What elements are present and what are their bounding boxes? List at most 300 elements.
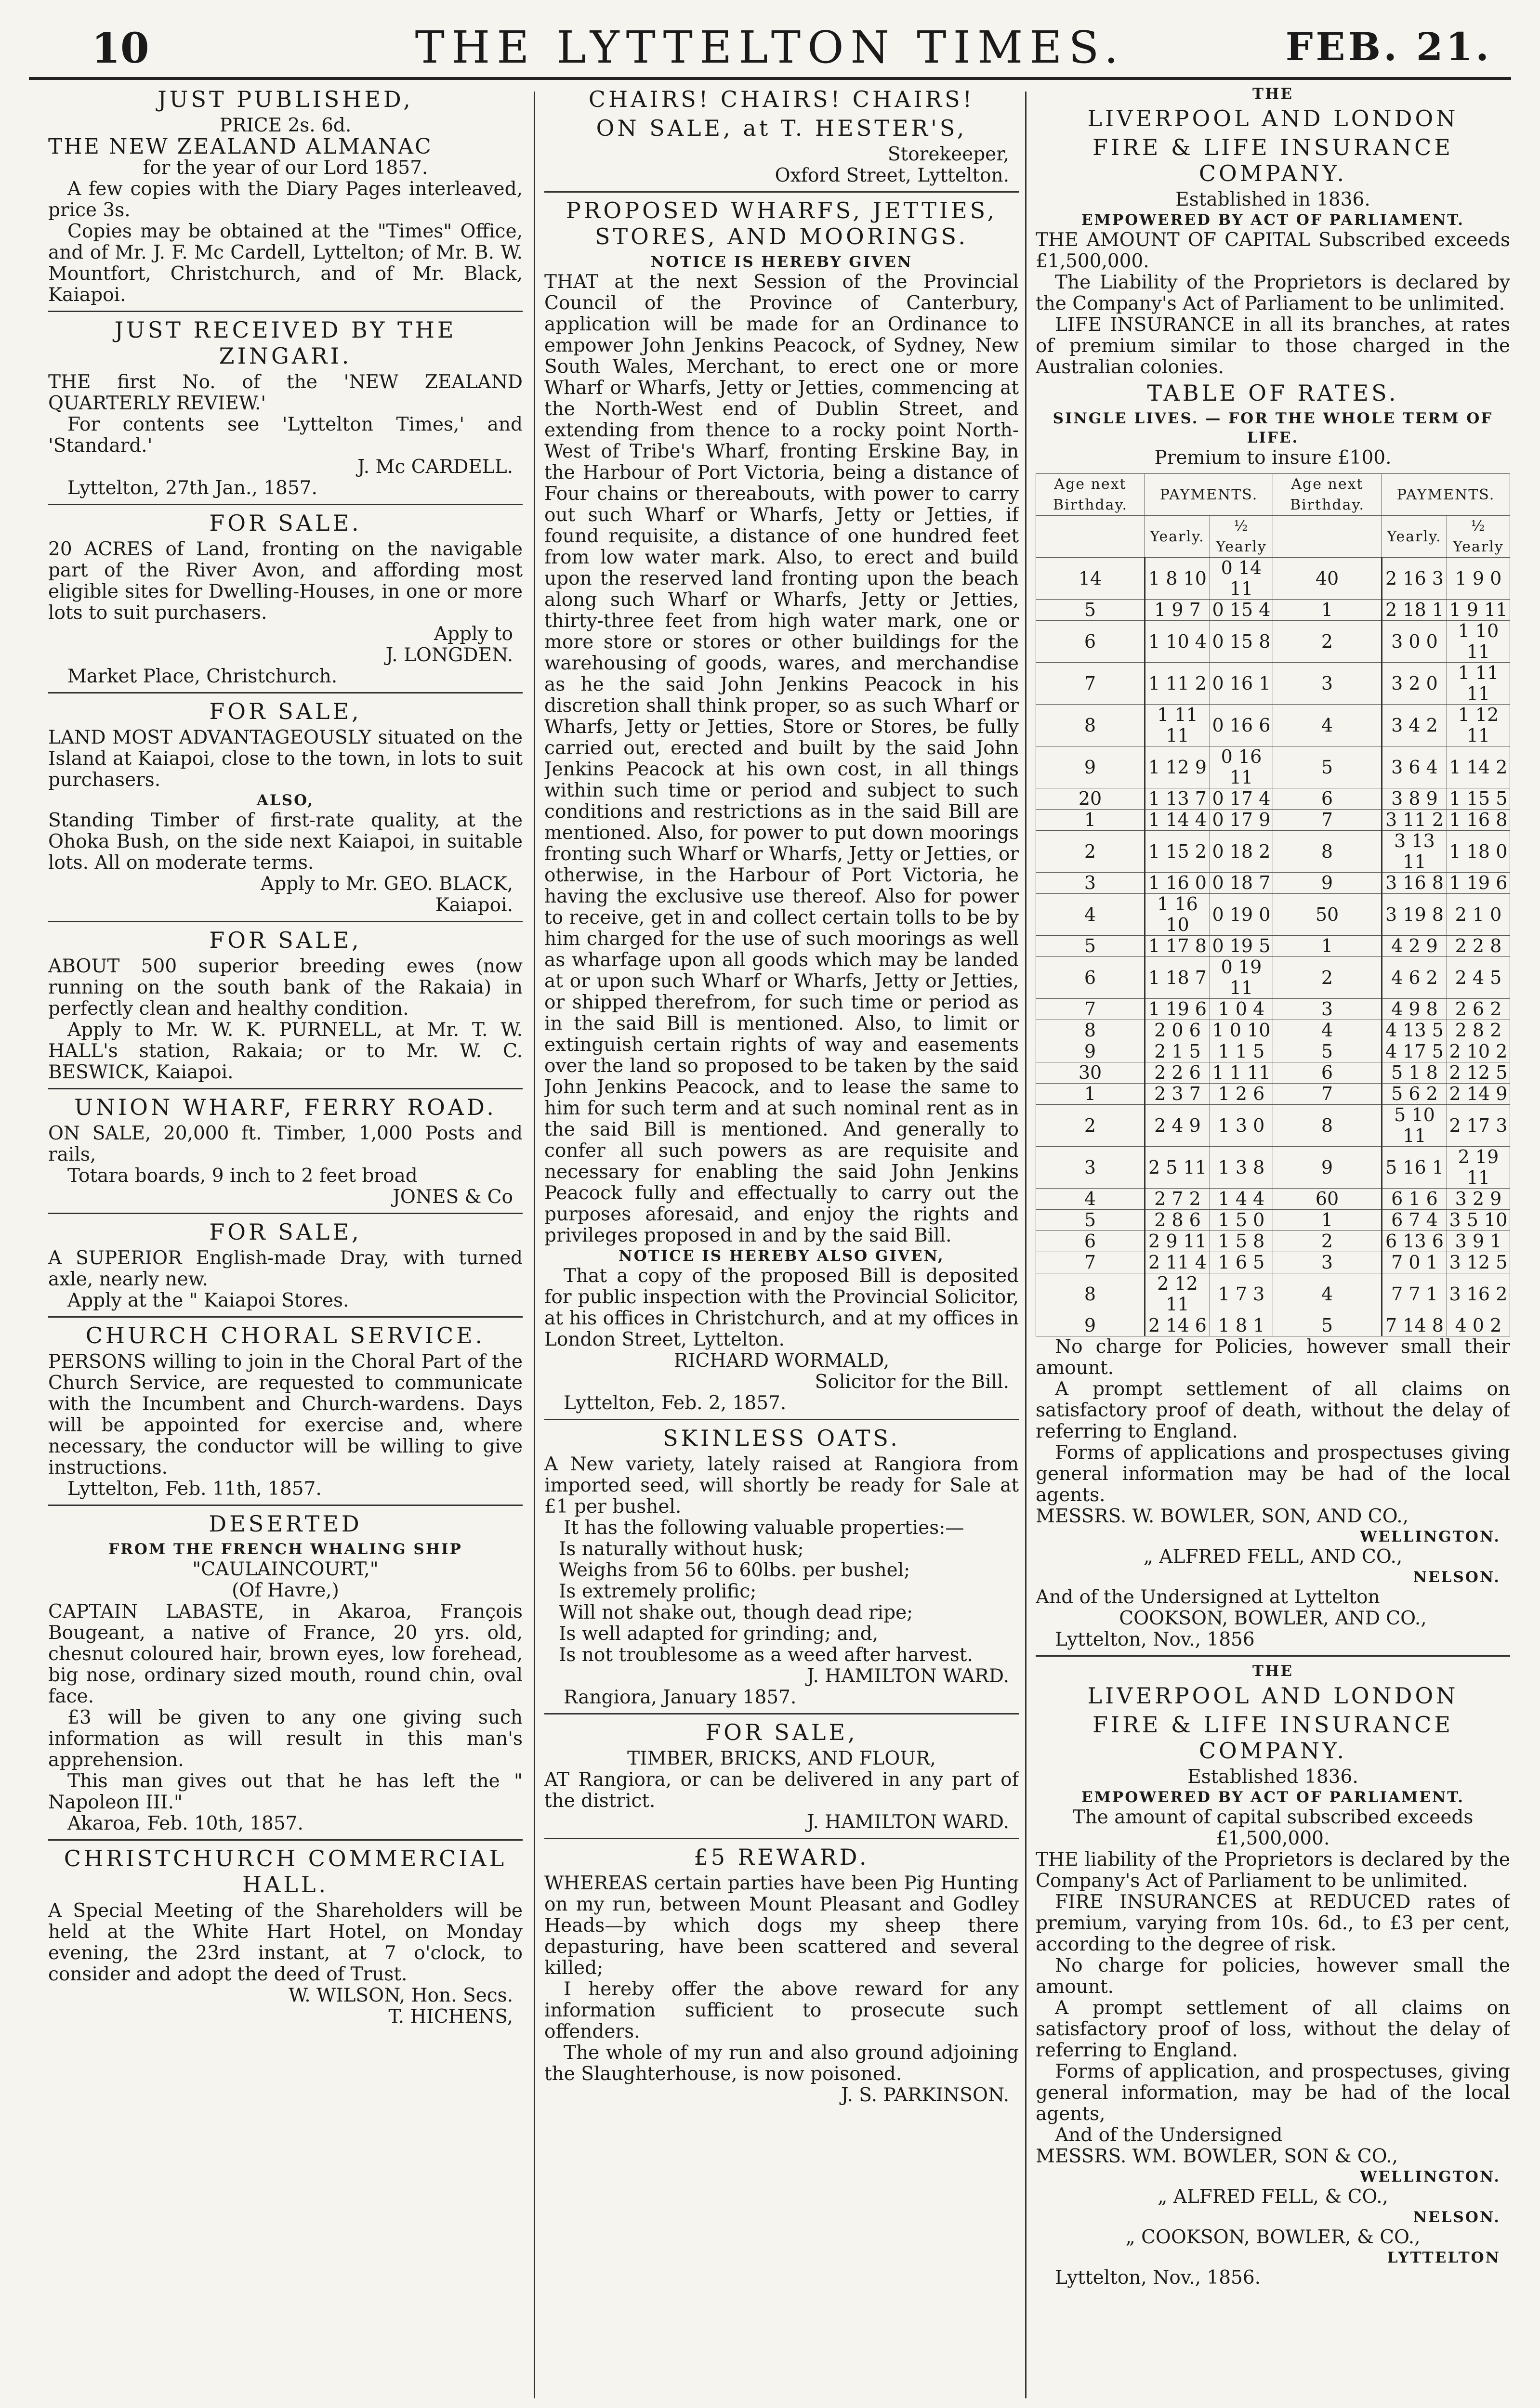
ad-date: Lyttelton, Feb. 11th, 1857. [67, 1478, 322, 1500]
table-cell: 0 18 2 [1210, 831, 1273, 873]
ad-apply: Apply to Mr. GEO. BLACK, [261, 873, 513, 895]
ad-also: ALSO, [256, 792, 315, 809]
table-cell: 1 1 5 [1210, 1041, 1273, 1062]
table-cell: 7 [1036, 1252, 1145, 1273]
table-cell: 1 16 10 [1145, 894, 1210, 936]
table-cell: 4 0 2 [1447, 1315, 1510, 1336]
ad-heading: PROPOSED WHARFS, JETTIES, STORES, AND MOORINGS. [566, 197, 998, 249]
ad-lead: THE NEW ZEALAND ALMANAC [48, 134, 433, 159]
ad-text: THE AMOUNT OF CAPITAL Subscribed exceeds £1,500,000. [1036, 229, 1510, 272]
table-cell: 1 10 11 [1447, 621, 1510, 663]
ad-deserted [48, 1511, 523, 1841]
ad-text: THE liability of the Proprietors is declared by the Company's Act of Parliament to be unlimited. [1036, 1849, 1510, 1892]
table-cell: 6 [1036, 621, 1145, 663]
agent: MESSRS. WM. BOWLER, SON & CO., [1036, 2146, 1398, 2167]
table-row [1036, 1315, 1510, 1336]
ad-place: Market Place, Christchurch. [67, 666, 338, 687]
signature-name: W. WILSON, [288, 1985, 406, 2006]
table-header: Yearly. [1382, 516, 1447, 558]
table-cell: 5 [1273, 1041, 1382, 1062]
table-cell: 1 3 8 [1210, 1147, 1273, 1189]
ad-text: A SUPERIOR English-made Dray, with turned axle, nearly new. [48, 1247, 523, 1290]
table-cell: 6 7 4 [1382, 1210, 1447, 1231]
column-rule [1025, 92, 1027, 2398]
company-name-line: FIRE & LIFE INSURANCE COMPANY. [1092, 134, 1453, 186]
table-cell: 1 [1273, 1210, 1382, 1231]
table-cell: 3 12 5 [1447, 1252, 1510, 1273]
ad-heading: CHURCH CHORAL SERVICE. [85, 1322, 486, 1348]
ad-text: No charge for Policies, however small their amount. [1036, 1336, 1510, 1379]
ad-signature [48, 1985, 523, 2006]
ad-text: I hereby offer the above reward for any information sufficient to prosecute such offenders. [544, 1978, 1019, 2042]
ad-text: 20 ACRES of Land, fronting on the navigable part of the River Avon, and affording most eligible sites for Dwelling-Houses, in one or more lots to suit purchasers. [48, 538, 523, 624]
table-cell: 0 14 11 [1210, 558, 1273, 600]
agent-place: WELLINGTON. [1360, 2168, 1501, 2186]
ad-signature: RICHARD WORMALD, [673, 1350, 890, 1372]
ad-apply: Apply to [434, 623, 513, 645]
ad-text: A prompt settlement of all claims on satisfactory proof of loss, without the delay of referring to England. [1036, 1997, 1510, 2061]
ad-text: No charge for policies, however small the amount. [1036, 1955, 1510, 1998]
ad-heading: DESERTED [209, 1511, 362, 1537]
ad-date: Lyttelton, 27th Jan., 1857. [67, 477, 317, 499]
table-cell: 1 0 10 [1210, 1020, 1273, 1041]
agent: MESSRS. W. BOWLER, SON, AND CO., [1036, 1505, 1409, 1527]
table-cell: 9 [1036, 746, 1145, 788]
table-cell: 7 7 1 [1382, 1273, 1447, 1315]
table-header: PAYMENTS. [1145, 474, 1273, 516]
table-cell: 1 9 11 [1447, 600, 1510, 621]
ad-text: CAPTAIN LABASTE, in Akaroa, François Bougeant, a native of France, 20 yrs. old, chesnut coloured hair, brown eyes, low forehead, big nose, ordinary sized mouth, round chin, oval face. [48, 1601, 523, 1707]
table-cell: 2 4 9 [1145, 1105, 1210, 1147]
table-cell: 3 2 9 [1447, 1189, 1510, 1210]
ad-heading: FOR SALE, [705, 1719, 858, 1745]
ad-text: ON SALE, 20,000 ft. Timber, 1,000 Posts and rails, [48, 1123, 523, 1165]
ad-signature: J. S. PARKINSON. [841, 2084, 1009, 2106]
table-cell: 0 16 1 [1210, 663, 1273, 705]
table-cell: 0 17 4 [1210, 788, 1273, 810]
table-cell: 6 [1036, 1231, 1145, 1252]
ad-the: THE [1252, 1662, 1293, 1680]
table-header: Age next Birthday. [1273, 474, 1382, 516]
table-cell: 0 15 4 [1210, 600, 1273, 621]
list-item: Is not troublesome as a weed after harvest. [559, 1644, 973, 1666]
ad-text: The whole of my run and also ground adjoining the Slaughterhouse, is now poisoned. [544, 2042, 1019, 2085]
table-cell: 3 [1273, 1252, 1382, 1273]
ad-heading: FOR SALE. [209, 510, 362, 536]
table-cell: 2 9 11 [1145, 1231, 1210, 1252]
table-cell: 2 2 8 [1447, 936, 1510, 957]
table-cell: 2 12 5 [1447, 1062, 1510, 1084]
established: Established 1836. [1187, 1766, 1358, 1788]
ad-commercial-hall [48, 1845, 523, 2032]
table-cell: 7 0 1 [1382, 1252, 1447, 1273]
table-cell: 3 16 2 [1447, 1273, 1510, 1315]
table-cell: 2 12 11 [1145, 1273, 1210, 1315]
table-row [1036, 558, 1510, 600]
ad-text: This man gives out that he has left the " Napoleon III." [48, 1770, 523, 1813]
table-cell: 5 6 2 [1382, 1084, 1447, 1105]
table-row [1036, 600, 1510, 621]
table-cell: 1 9 7 [1145, 600, 1210, 621]
table-cell: 2 14 6 [1145, 1315, 1210, 1336]
ad-text: £3 will be given to any one giving such information as will result in this man's apprehension. [48, 1707, 523, 1771]
table-cell: 7 [1273, 810, 1382, 831]
table-cell: 40 [1273, 558, 1382, 600]
agent: „ ALFRED FELL, & CO., [1158, 2186, 1388, 2208]
ad-heading: JUST PUBLISHED, [158, 86, 413, 112]
table-row [1036, 1231, 1510, 1252]
table-row [1036, 1084, 1510, 1105]
table-cell: 1 1 11 [1210, 1062, 1273, 1084]
table-cell: 1 [1036, 810, 1145, 831]
agent-place: WELLINGTON. [1360, 1528, 1501, 1545]
table-cell: 2 8 2 [1447, 1020, 1510, 1041]
ad-text: LAND MOST ADVANTAGEOUSLY situated on the Island at Kaiapoi, close to the town, in lots to suit purchasers. [48, 727, 523, 791]
ad-text: FIRE INSURANCES at REDUCED rates of premium, varying from 10s. 6d., to £3 per cent, according to the degree of risk. [1036, 1891, 1510, 1955]
table-cell: 2 14 9 [1447, 1084, 1510, 1105]
ad-text: A few copies with the Diary Pages interleaved, price 3s. [48, 178, 523, 221]
table-cell: 3 16 8 [1382, 873, 1447, 894]
table-cell: 2 7 2 [1145, 1189, 1210, 1210]
table-cell: 7 [1036, 663, 1145, 705]
table-cell: 7 14 8 [1382, 1315, 1447, 1336]
ad-reward [544, 1844, 1019, 2111]
ad-heading: SKINLESS OATS. [663, 1425, 900, 1451]
ad-signature-role: Solicitor for the Bill. [815, 1371, 1009, 1393]
ad-date: Lyttelton, Nov., 1856. [1055, 2267, 1261, 2289]
table-row [1036, 746, 1510, 788]
ad-signature: J. LONGDEN. [385, 644, 513, 666]
table-cell: 2 [1273, 957, 1382, 999]
table-cell: 4 13 5 [1382, 1020, 1447, 1041]
table-cell: 2 5 11 [1145, 1147, 1210, 1189]
company-name: LIVERPOOL AND LONDON [1087, 1683, 1459, 1709]
table-cell: 1 18 7 [1145, 957, 1210, 999]
ad-text: And of the Undersigned at Lyttelton [1036, 1586, 1380, 1608]
ad-text: And of the Undersigned [1055, 2124, 1283, 2146]
ad-ship-name: "CAULAINCOURT," [192, 1558, 379, 1580]
ad-notice: NOTICE IS HEREBY GIVEN [650, 253, 913, 271]
newspaper-title: THE LYTTELTON TIMES. [415, 22, 1125, 73]
table-row [1036, 1147, 1510, 1189]
table-row [1036, 873, 1510, 894]
table-cell: 9 [1036, 1315, 1145, 1336]
table-cell: 0 15 8 [1210, 621, 1273, 663]
issue-date: FEB. 21. [1285, 24, 1492, 69]
ad-text: Apply at the " Kaiapoi Stores. [67, 1290, 349, 1311]
table-cell: 1 7 3 [1210, 1273, 1273, 1315]
agent-place: LYTTELTON [1387, 2249, 1501, 2266]
table-cell: 1 [1273, 936, 1382, 957]
table-cell: 8 [1036, 1020, 1145, 1041]
rates-table [1036, 473, 1510, 1336]
ad-date: Akaroa, Feb. 10th, 1857. [67, 1813, 303, 1834]
table-cell: 1 5 0 [1210, 1210, 1273, 1231]
ad-signature: Storekeeper, [887, 144, 1009, 165]
company-name-line: FIRE & LIFE INSURANCE COMPANY. [1092, 1712, 1453, 1764]
table-row [1036, 894, 1510, 936]
ad-text: Totara boards, 9 inch to 2 feet broad [67, 1165, 418, 1187]
table-cell: 1 11 2 [1145, 663, 1210, 705]
table-cell: 1 17 8 [1145, 936, 1210, 957]
ad-proposed-wharfs [544, 197, 1019, 1420]
table-cell: 2 3 7 [1145, 1084, 1210, 1105]
ad-heading: FOR SALE, [209, 698, 362, 724]
table-cell: 3 0 0 [1382, 621, 1447, 663]
table-cell: 1 4 4 [1210, 1189, 1273, 1210]
table-title: TABLE OF RATES. [1147, 380, 1399, 406]
ad-text: AT Rangiora, or can be delivered in any part of the district. [544, 1769, 1019, 1812]
table-cell: 0 16 11 [1210, 746, 1273, 788]
ad-place: Kaiapoi. [435, 894, 513, 916]
table-cell: 3 [1273, 663, 1382, 705]
table-cell: 1 18 0 [1447, 831, 1510, 873]
table-cell: 2 [1036, 831, 1145, 873]
ad-signature: T. HICHENS, [388, 2006, 513, 2028]
empowered: EMPOWERED BY ACT OF PARLIAMENT. [1081, 211, 1465, 229]
table-cell: 1 9 0 [1447, 558, 1510, 600]
empowered: EMPOWERED BY ACT OF PARLIAMENT. [1081, 1789, 1465, 1806]
ad-signature: J. HAMILTON WARD. [806, 1665, 1009, 1687]
table-cell: 2 18 1 [1382, 600, 1447, 621]
ad-kaiapoi-land [48, 698, 523, 922]
table-cell: 60 [1273, 1189, 1382, 1210]
column-2 [544, 84, 1019, 2396]
page-number: 10 [92, 24, 149, 73]
masthead [29, 19, 1511, 80]
table-cell: 8 [1273, 831, 1382, 873]
ad-subheading: FROM THE FRENCH WHALING SHIP [108, 1541, 462, 1558]
table-cell: 1 8 10 [1145, 558, 1210, 600]
ad-text: ABOUT 500 superior breeding ewes (now running on the south bank of the Rakaia) in perfectly clean and healthy condition. [48, 955, 523, 1020]
list-item: Will not shake out, though dead ripe; [559, 1602, 913, 1623]
table-cell: 1 11 11 [1447, 663, 1510, 705]
table-cell: 4 [1036, 1189, 1145, 1210]
ad-text: The amount of capital subscribed exceeds [1072, 1806, 1474, 1828]
table-cell: 3 8 9 [1382, 788, 1447, 810]
table-row [1036, 810, 1510, 831]
ad-subheading: TIMBER, BRICKS, AND FLOUR, [627, 1748, 936, 1769]
table-row [1036, 663, 1510, 705]
table-header: Age next Birthday. [1036, 474, 1145, 516]
ad-text: It has the following valuable properties:— [564, 1517, 964, 1539]
table-cell: 1 19 6 [1145, 999, 1210, 1020]
table-header: ½ Yearly [1447, 516, 1510, 558]
rates-table-body [1036, 558, 1510, 1336]
table-cell: 1 12 9 [1145, 746, 1210, 788]
table-cell: 2 [1273, 621, 1382, 663]
ad-skinless-oats [544, 1425, 1019, 1714]
ad-text: Forms of applications and prospectuses giving general information may be had of the local agents. [1036, 1442, 1510, 1506]
table-cell: 0 19 0 [1210, 894, 1273, 936]
table-cell: 1 [1036, 1084, 1145, 1105]
ad-insurance-life [1036, 84, 1510, 1657]
ad-heading: FOR SALE, [209, 927, 362, 953]
ad-date: Lyttelton, Nov., 1856 [1055, 1629, 1255, 1650]
table-cell: 8 [1036, 1273, 1145, 1315]
table-row [1036, 788, 1510, 810]
ad-chairs [544, 86, 1019, 193]
ad-signature: JONES & Co [393, 1186, 513, 1208]
table-row [1036, 1189, 1510, 1210]
table-cell: 3 11 2 [1382, 810, 1447, 831]
ad-lead-line: for the year of our Lord 1857. [143, 157, 428, 179]
table-cell: 3 [1036, 1147, 1145, 1189]
list-item: Weighs from 56 to 60lbs. per bushel; [559, 1559, 910, 1581]
table-cell: 5 [1036, 1210, 1145, 1231]
table-cell: 1 8 1 [1210, 1315, 1273, 1336]
table-cell: 7 [1036, 999, 1145, 1020]
ad-text: Apply to Mr. W. K. PURNELL, at Mr. T. W. HALL's station, Rakaia; or to Mr. W. C. BESWICK, Kaiapoi. [48, 1019, 523, 1083]
table-cell: 1 15 2 [1145, 831, 1210, 873]
ad-heading: FOR SALE, [209, 1219, 362, 1245]
ad-price: PRICE 2s. 6d. [219, 115, 352, 136]
table-cell: 4 9 8 [1382, 999, 1447, 1020]
capital-sum: £1,500,000. [1216, 1828, 1330, 1849]
ad-date: Lyttelton, Feb. 2, 1857. [564, 1392, 787, 1414]
table-cell: 1 2 6 [1210, 1084, 1273, 1105]
table-cell: 14 [1036, 558, 1145, 600]
table-cell: 1 15 5 [1447, 788, 1510, 810]
table-cell: 1 6 5 [1210, 1252, 1273, 1273]
ad-text: That a copy of the proposed Bill is deposited for public inspection with the Provincial Solicitor, at his offices in Christchurch, and at my offices in London Street, Lyttelton. [544, 1265, 1019, 1350]
table-cell: 8 [1273, 1105, 1382, 1147]
ad-almanac [48, 86, 523, 312]
table-cell: 3 19 8 [1382, 894, 1447, 936]
ad-text: PERSONS willing to join in the Choral Part of the Church Service, are requested to communicate with the Incumbent and Church-wardens. Days will be appointed for exercise and, where necessary, the conductor will be willing to give instructions. [48, 1351, 523, 1479]
ad-zingari [48, 317, 523, 505]
table-cell: 9 [1273, 873, 1382, 894]
ad-dray [48, 1219, 523, 1318]
table-cell: 5 [1036, 936, 1145, 957]
table-header [1273, 516, 1382, 558]
table-cell: 2 0 6 [1145, 1020, 1210, 1041]
ad-insurance-fire [1036, 1662, 1510, 2293]
table-row [1036, 1020, 1510, 1041]
table-cell: 5 [1036, 600, 1145, 621]
table-row [1036, 1210, 1510, 1231]
table-cell: 8 [1036, 705, 1145, 746]
ad-signature: J. HAMILTON WARD. [806, 1811, 1009, 1833]
table-cell: 1 19 6 [1447, 873, 1510, 894]
ad-text: Standing Timber of first-rate quality, at the Ohoka Bush, on the side next Kaiapoi, in suitable lots. All on moderate terms. [48, 810, 523, 874]
table-cell: 2 [1036, 1105, 1145, 1147]
table-cell: 4 2 9 [1382, 936, 1447, 957]
table-row [1036, 621, 1510, 663]
table-header [1036, 516, 1145, 558]
table-cell: 2 19 11 [1447, 1147, 1510, 1189]
table-cell: 3 13 11 [1382, 831, 1447, 873]
table-cell: 2 1 5 [1145, 1041, 1210, 1062]
ad-heading: JUST RECEIVED BY THE ZINGARI. [114, 317, 457, 369]
table-cell: 5 10 11 [1382, 1105, 1447, 1147]
ad-the: THE [1252, 85, 1293, 103]
ad-text: THAT at the next Session of the Provincial Council of the Province of Canterbury, application will be made for an Ordinance to empower John Jenkins Peacock, of Sydney, New South Wales, Merchant, to erect one or more Wharf or Wharfs, Jetty or Jetties, commencing at the North-West end of Dublin Street, and extending from thence to a rocky point North-West of Tribe's Wharf, fronting Erskine Bay, in the Harbour of Port Victoria, being a distance of Four chains or thereabouts, with power to carry out such Wharf or Wharfs, Jetty or Jetties, if found requisite, a distance of one hundred feet from low water mark. Also, to erect and build upon the reserved land fronting upon the beach along such Wharf or Wharfs, Jetty or Jetties, thirty-three feet from high water mark, one or more store or stores or other buildings for the warehousing of goods, wares, and merchandise as he the said John Jenkins Peacock in his discretion shall think proper, so as such Wharf or Wharfs, Jetty or Jetties, Store or Stores, be fully carried out, erected and built by the said John Jenkins Peacock at his own cost, in all things within such time or period and subject to such conditions and restrictions as in the said Bill are mentioned. Also, for power to put down moorings fronting such Wharf or Wharfs, Jetty or Jetties, or otherwise, in the Harbour of Port Victoria, he having the exclusive use thereof. Also for power to receive, get in and collect certain tolls to be by him charged for the use of such moorings as well as wharfage upon all goods which may be landed at or upon such Wharf or Wharfs, Jetty or Jetties, or shipped therefrom, for such time or period as in the said Bill is mentioned. Also, to limit or extinguish certain rights of way and easements over the land so proposed to be taken by the said John Jenkins Peacock, and to lease the same to him for such term and at such nominal rent as in the said Bill is mentioned. And generally to confer all such powers as are requisite and necessary for enabling the said John Jenkins Peacock fully and effectually to carry out the purposes aforesaid, and enjoy the rights and privileges proposed in and by the said Bill. [544, 271, 1019, 1246]
table-cell: 50 [1273, 894, 1382, 936]
signature-role: Hon. Secs. [411, 1985, 513, 2006]
ad-acres-for-sale [48, 510, 523, 694]
table-cell: 6 [1036, 957, 1145, 999]
table-cell: 2 10 2 [1447, 1041, 1510, 1062]
ad-text: The Liability of the Proprietors is declared by the Company's Act of Parliament to be unlimited. [1036, 272, 1510, 314]
table-row [1036, 1273, 1510, 1315]
table-premium: Premium to insure £100. [1154, 447, 1392, 469]
table-cell: 5 [1273, 746, 1382, 788]
table-cell: 0 19 11 [1210, 957, 1273, 999]
ad-text: Copies may be obtained at the "Times" Office, and of Mr. J. F. Mc Cardell, Lyttelton; of Mr. B. W. Mountfort, Christchurch, and of Mr. Black, Kaiapoi. [48, 221, 523, 306]
table-cell: 3 6 4 [1382, 746, 1447, 788]
table-cell: 1 5 8 [1210, 1231, 1273, 1252]
table-row [1036, 999, 1510, 1020]
ad-text: WHEREAS certain parties have been Pig Hunting on my run, between Mount Pleasant and Godley Heads—by which dogs my sheep there depasturing, have been scattered and several killed; [544, 1872, 1019, 1979]
table-cell: 2 1 0 [1447, 894, 1510, 936]
ad-text: A New variety, lately raised at Rangiora from imported seed, will shortly be ready for Sale at £1 per bushel. [544, 1453, 1019, 1518]
table-cell: 4 [1036, 894, 1145, 936]
ad-heading: CHAIRS! CHAIRS! CHAIRS! [588, 86, 975, 112]
table-row [1036, 1062, 1510, 1084]
table-cell: 2 16 3 [1382, 558, 1447, 600]
ad-union-wharf [48, 1094, 523, 1214]
table-row [1036, 705, 1510, 746]
table-row [1036, 1105, 1510, 1147]
table-cell: 3 4 2 [1382, 705, 1447, 746]
table-cell: 1 13 7 [1145, 788, 1210, 810]
table-subtitle: SINGLE LIVES. — FOR THE WHOLE TERM OF LIFE. [1053, 410, 1493, 446]
table-cell: 4 [1273, 1020, 1382, 1041]
table-cell: 2 8 6 [1145, 1210, 1210, 1231]
table-header: PAYMENTS. [1382, 474, 1510, 516]
table-cell: 1 11 11 [1145, 705, 1210, 746]
table-cell: 2 2 6 [1145, 1062, 1210, 1084]
table-cell: 1 14 4 [1145, 810, 1210, 831]
column-1 [48, 84, 523, 2396]
table-cell: 6 [1273, 788, 1382, 810]
table-cell: 1 14 2 [1447, 746, 1510, 788]
list-item: Is well adapted for grinding; and, [559, 1623, 879, 1645]
table-cell: 3 [1036, 873, 1145, 894]
ad-heading: UNION WHARF, FERRY ROAD. [74, 1094, 497, 1120]
ad-lead: ON SALE, at T. HESTER'S, [596, 115, 967, 141]
ad-notice: NOTICE IS HEREBY ALSO GIVEN, [619, 1247, 945, 1265]
ad-choral [48, 1322, 523, 1506]
ad-ewes [48, 927, 523, 1089]
table-cell: 0 17 9 [1210, 810, 1273, 831]
table-cell: 1 [1273, 600, 1382, 621]
table-cell: 2 4 5 [1447, 957, 1510, 999]
table-row [1036, 1041, 1510, 1062]
ad-heading: £5 REWARD. [694, 1844, 869, 1870]
ad-lead: THE first No. of the 'NEW ZEALAND QUARTERLY REVIEW.' [48, 371, 523, 414]
table-cell: 4 [1273, 1273, 1382, 1315]
ad-text: For contents see 'Lyttelton Times,' and 'Standard.' [48, 414, 523, 457]
ad-place: Oxford Street, Lyttelton. [775, 165, 1009, 186]
table-cell: 5 [1273, 1315, 1382, 1336]
company-name: LIVERPOOL AND LONDON [1087, 105, 1459, 131]
table-cell: 4 17 5 [1382, 1041, 1447, 1062]
table-cell: 30 [1036, 1062, 1145, 1084]
table-row [1036, 936, 1510, 957]
table-cell: 5 1 8 [1382, 1062, 1447, 1084]
table-cell: 1 10 4 [1145, 621, 1210, 663]
table-cell: 0 19 5 [1210, 936, 1273, 957]
ad-ship-port: (Of Havre,) [232, 1580, 339, 1601]
table-cell: 1 16 0 [1145, 873, 1210, 894]
table-cell: 9 [1036, 1041, 1145, 1062]
ad-text: LIFE INSURANCE in all its branches, at rates of premium similar to those charged in the Australian colonies. [1036, 314, 1510, 378]
table-cell: 3 [1273, 999, 1382, 1020]
ad-timber-bricks-flour [544, 1719, 1019, 1839]
table-cell: 6 [1273, 1062, 1382, 1084]
